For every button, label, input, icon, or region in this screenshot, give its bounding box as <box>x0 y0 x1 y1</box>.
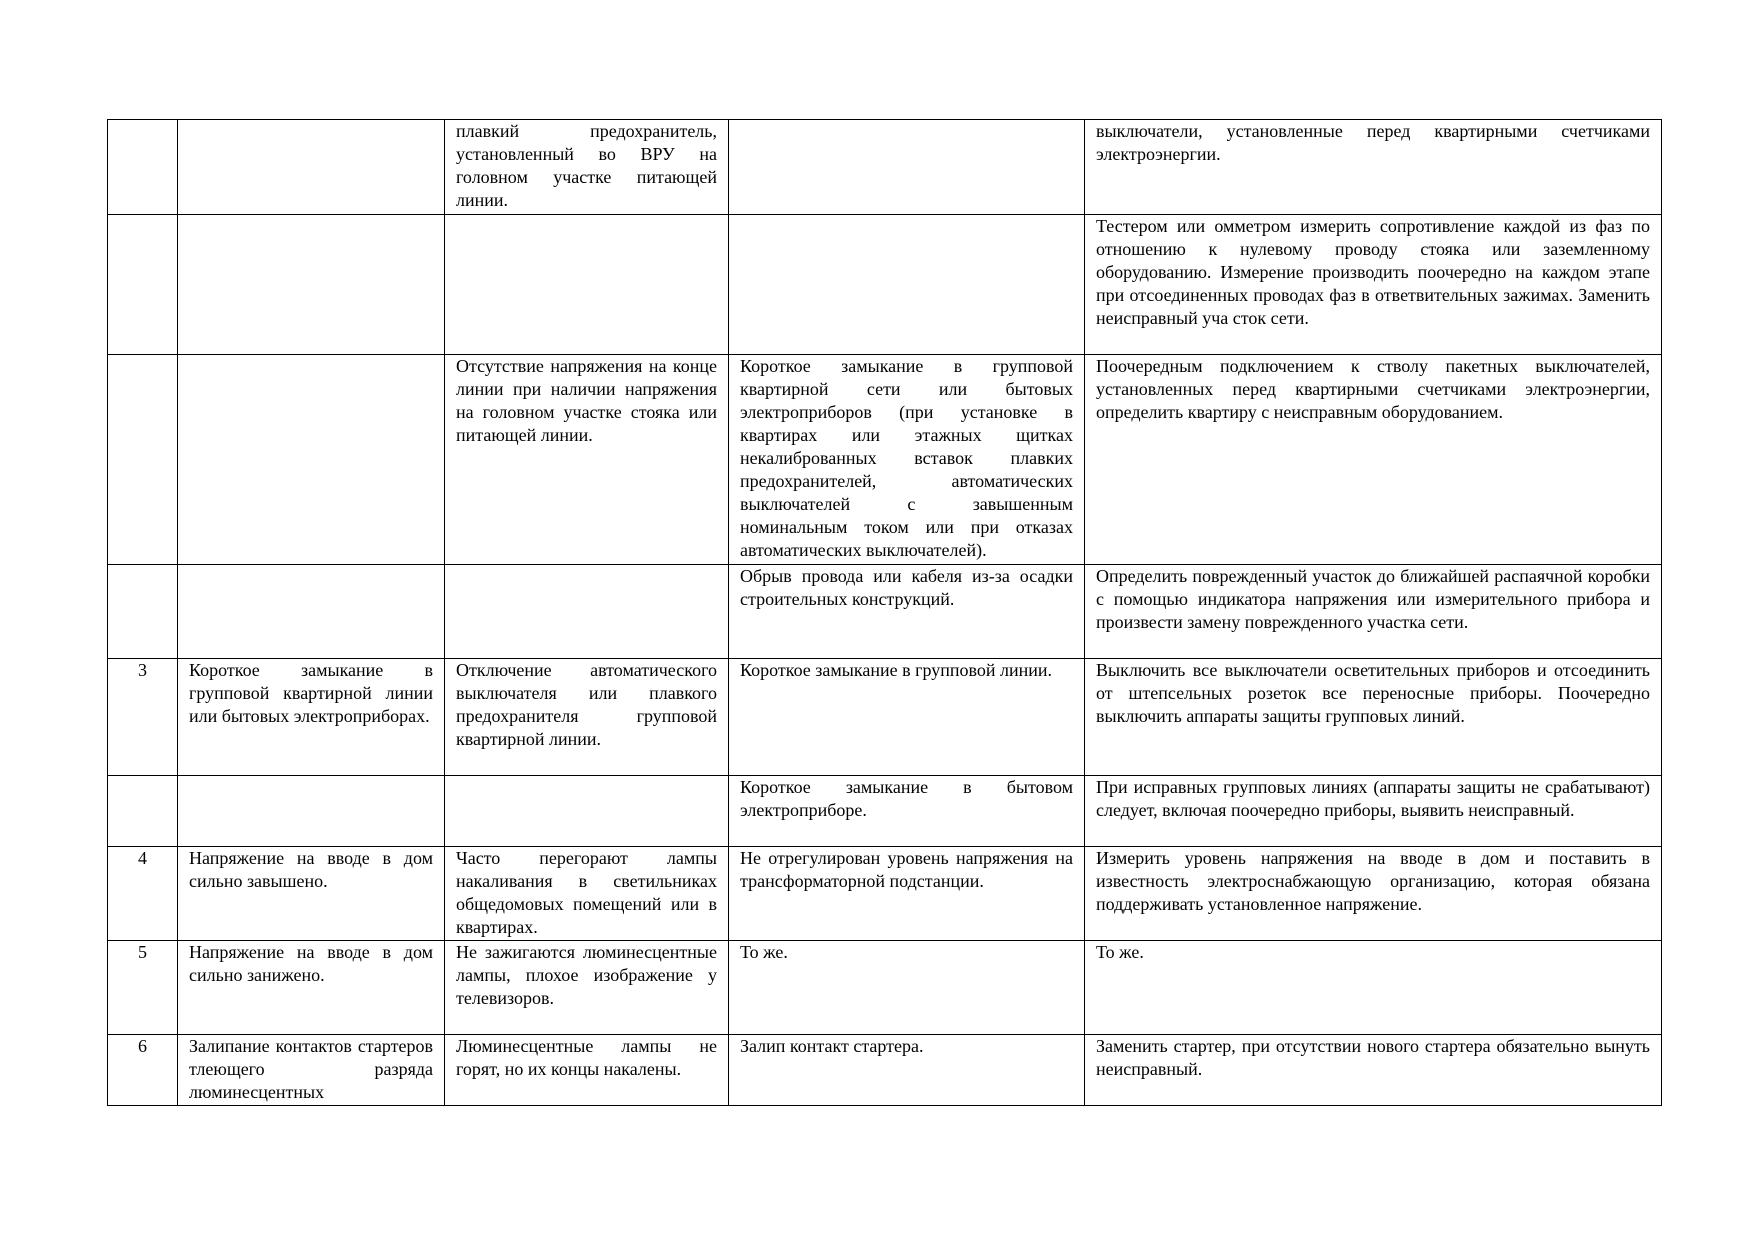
row-number-cell <box>108 120 178 215</box>
cause-cell: Короткое замыкание в групповой линии. <box>729 659 1085 776</box>
table-row <box>108 565 1662 659</box>
fault-cell <box>178 120 445 215</box>
table-row <box>108 776 1662 847</box>
symptom-cell <box>445 565 729 659</box>
table-row <box>108 120 1662 215</box>
table-row <box>108 355 1662 565</box>
cause-cell: Короткое замыкание в бытовом электроприборе. <box>729 776 1085 847</box>
remedy-cell: То же. <box>1085 941 1662 1035</box>
cause-cell: Обрыв провода или кабеля из-за осадки строительных конструкций. <box>729 565 1085 659</box>
fault-cell <box>178 355 445 565</box>
table-row <box>108 215 1662 355</box>
fault-cell: Напряжение на вводе в дом сильно завышено. <box>178 847 445 941</box>
symptom-cell: Люминесцентные лампы не горят, но их концы накалены. <box>445 1035 729 1106</box>
table-row <box>108 659 1662 776</box>
table-row <box>108 847 1662 941</box>
symptom-cell: плавкий предохранитель, установленный во ВРУ на головном участке питающей линии. <box>445 120 729 215</box>
row-number-cell <box>108 565 178 659</box>
symptom-cell: Часто перегорают лампы накаливания в светильниках общедомовых помещений или в квартирах. <box>445 847 729 941</box>
table-row <box>108 941 1662 1035</box>
cause-cell: Не отрегулирован уровень напряжения на трансформаторной подстанции. <box>729 847 1085 941</box>
remedy-cell: Измерить уровень напряжения на вводе в дом и поставить в известность электроснабжающую организацию, которая обязана поддерживать установленное напряжение. <box>1085 847 1662 941</box>
symptom-cell <box>445 776 729 847</box>
row-number-cell: 6 <box>108 1035 178 1106</box>
row-number-cell: 3 <box>108 659 178 776</box>
row-number-cell: 4 <box>108 847 178 941</box>
fault-cell <box>178 215 445 355</box>
fault-cell <box>178 565 445 659</box>
remedy-cell: Тестером или омметром измерить сопротивление каждой из фаз по отношению к нулевому проводу стояка или заземленному оборудованию. Измерение производить поочередно на каждом этапе при отсоединенных проводах фаз в ответвительных зажимах. Заменить неисправный уча сток сети. <box>1085 215 1662 355</box>
row-number-cell <box>108 776 178 847</box>
cause-cell: То же. <box>729 941 1085 1035</box>
symptom-cell: Отсутствие напряжения на конце линии при наличии напряжения на головном участке стояка или питающей линии. <box>445 355 729 565</box>
fault-cell <box>178 776 445 847</box>
fault-cell: Напряжение на вводе в дом сильно занижено. <box>178 941 445 1035</box>
symptom-cell: Не зажигаются люминесцентные лампы, плохое изображение у телевизоров. <box>445 941 729 1035</box>
remedy-cell: Поочередным подключением к стволу пакетных выключателей, установленных перед квартирными счетчиками электроэнергии, определить квартиру с неисправным оборудованием. <box>1085 355 1662 565</box>
fault-cell: Залипание контактов стартеров тлеющего разряда люминесцентных <box>178 1035 445 1106</box>
cause-cell: Короткое замыкание в групповой квартирной сети или бытовых электроприборов (при установке в квартирах или этажных щитках некалиброванных вставок плавких предохранителей, автоматических выключателей с завышенным номинальным током или при отказах автоматических выключателей). <box>729 355 1085 565</box>
fault-cell: Короткое замыкание в групповой квартирной линии или бытовых электроприборах. <box>178 659 445 776</box>
cause-cell <box>729 215 1085 355</box>
row-number-cell: 5 <box>108 941 178 1035</box>
symptom-cell: Отключение автоматического выключателя или плавкого предохранителя групповой квартирной линии. <box>445 659 729 776</box>
remedy-cell: Заменить стартер, при отсутствии нового стартера обязательно вынуть неисправный. <box>1085 1035 1662 1106</box>
row-number-cell <box>108 215 178 355</box>
cause-cell <box>729 120 1085 215</box>
fault-table <box>107 119 1662 1106</box>
remedy-cell: Выключить все выключатели осветительных приборов и отсоединить от штепсельных розеток все переносные приборы. Поочередно выключить аппараты защиты групповых линий. <box>1085 659 1662 776</box>
remedy-cell: Определить поврежденный участок до ближайшей распаячной коробки с помощью индикатора напряжения или измерительного прибора и произвести замену поврежденного участка сети. <box>1085 565 1662 659</box>
remedy-cell: При исправных групповых линиях (аппараты защиты не срабатывают) следует, включая поочередно приборы, выявить неисправный. <box>1085 776 1662 847</box>
row-number-cell <box>108 355 178 565</box>
table-row <box>108 1035 1662 1106</box>
cause-cell: Залип контакт стартера. <box>729 1035 1085 1106</box>
symptom-cell <box>445 215 729 355</box>
remedy-cell: выключатели, установленные перед квартирными счетчиками электроэнергии. <box>1085 120 1662 215</box>
